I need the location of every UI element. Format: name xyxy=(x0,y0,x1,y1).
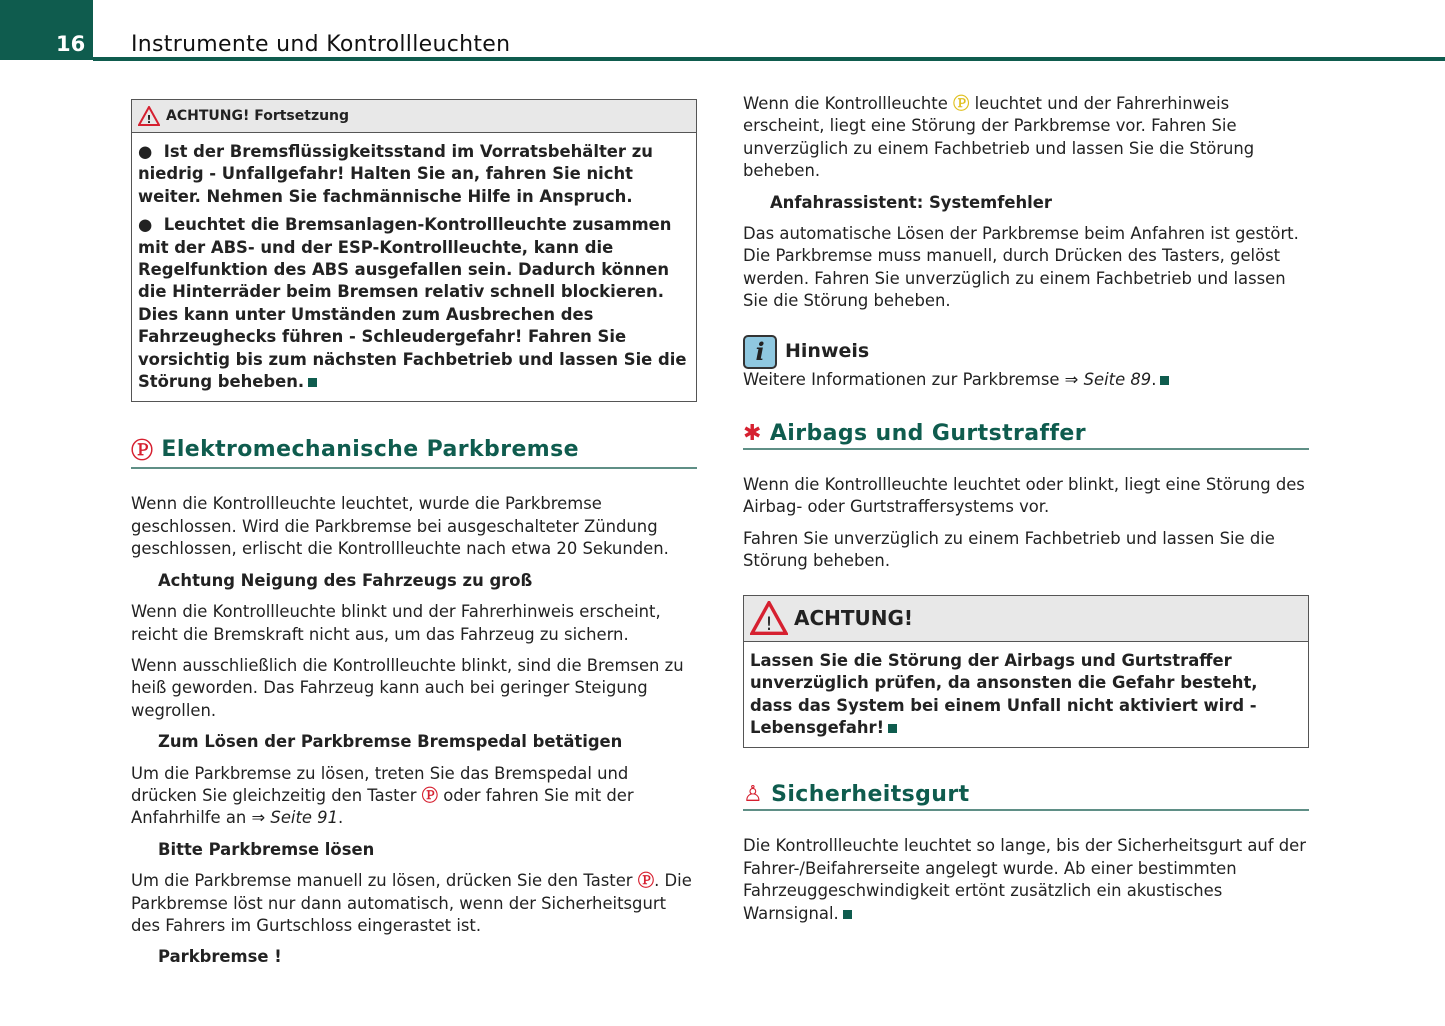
paragraph: Um die Parkbremse manuell zu lösen, drücken Sie den Taster Ⓟ. Die Parkbremse löst nur dann automatisch, wenn der Sicherheitsgurt des Fahrers im Gurtschloss eingerastet ist. xyxy=(131,871,692,935)
subheading: Anfahrassistent: Systemfehler xyxy=(770,192,1052,212)
note-heading: i Hinweis xyxy=(743,335,1309,369)
page-link[interactable]: ⇒ Seite 91 xyxy=(251,808,339,828)
warning-triangle-icon xyxy=(750,601,788,635)
paragraph: Wenn die Kontrollleuchte leuchtet oder blinkt, liegt eine Störung des Airbag- oder Gurtstraffersystems vor. xyxy=(743,475,1305,517)
warning-triangle-icon xyxy=(138,106,160,126)
airbag-icon: ✱ xyxy=(743,421,762,447)
right-column xyxy=(743,93,1309,934)
paragraph: Die Kontrollleuchte leuchtet so lange, bis der Sicherheitsgurt auf der Fahrer-/Beifahrerseite angelegt wurde. Ab einer bestimmten Fahrzeuggeschwindigkeit ertönt zusätzlich ein akustisches Warnsignal. xyxy=(743,836,1306,923)
left-column xyxy=(131,99,697,978)
end-square-icon xyxy=(308,378,317,387)
note-text: Weitere Informationen zur Parkbremse ⇒ Seite 89. xyxy=(743,369,1309,391)
page-title: Instrumente und Kontrollleuchten xyxy=(131,32,511,57)
svg-text:!: ! xyxy=(146,113,152,126)
parking-brake-icon: Ⓟ xyxy=(421,785,439,805)
parking-brake-icon: Ⓟ xyxy=(637,871,655,891)
warning-box xyxy=(743,595,1309,749)
paragraph: Wenn ausschließlich die Kontrollleuchte blinkt, sind die Bremsen zu heiß geworden. Das Fahrzeug kann auch bei geringer Steigung wegrollen. xyxy=(131,655,684,720)
subheading: Achtung Neigung des Fahrzeugs zu groß xyxy=(158,570,533,590)
warning-text: Lassen Sie die Störung der Airbags und Gurtstraffer unverzüglich prüfen, da ansonsten die Gefahr besteht, dass das System bei einem Unfall nicht aktiviert wird - Lebensgefahr! xyxy=(750,650,1258,737)
subheading: Bitte Parkbremse lösen xyxy=(158,839,375,859)
warning-bullet: ● Ist der Bremsflüssigkeitsstand im Vorratsbehälter zu niedrig - Unfallgefahr! Halten Sie an, fahren Sie nicht weiter. Nehmen Sie fachmännische Hilfe in Anspruch. xyxy=(138,142,653,206)
warning-title: ACHTUNG! xyxy=(794,605,914,630)
page-number: 16 xyxy=(56,32,86,56)
header-rule xyxy=(93,57,1445,61)
end-square-icon xyxy=(843,910,852,919)
warning-box xyxy=(131,99,697,402)
end-square-icon xyxy=(888,724,897,733)
warning-header xyxy=(132,100,696,133)
paragraph: Um die Parkbremse zu lösen, treten Sie das Bremspedal und drücken Sie gleichzeitig den Taster Ⓟ oder fahren Sie mit der Anfahrhilfe an ⇒ Seite 91. xyxy=(131,763,634,828)
section-heading-parkbremse: Ⓟ Elektromechanische Parkbremse xyxy=(131,434,697,469)
parking-brake-icon: Ⓟ xyxy=(131,439,154,465)
paragraph: Fahren Sie unverzüglich zu einem Fachbetrieb und lassen Sie die Störung beheben. xyxy=(743,528,1275,571)
warning-title: ACHTUNG! Fortsetzung xyxy=(166,107,350,124)
section-heading-airbags: ✱ Airbags und Gurtstraffer xyxy=(743,421,1309,450)
paragraph: Wenn die Kontrollleuchte blinkt und der Fahrerhinweis erscheint, reicht die Bremskraft nicht aus, um das Fahrzeug zu sichern. xyxy=(131,602,661,644)
warning-header xyxy=(744,596,1308,642)
seatbelt-icon: ♙ xyxy=(743,782,764,808)
info-icon: i xyxy=(743,335,777,369)
page-link[interactable]: ⇒ Seite 89 xyxy=(1064,369,1152,389)
parking-brake-yellow-icon: Ⓟ xyxy=(953,94,970,113)
paragraph: Das automatische Lösen der Parkbremse beim Anfahren ist gestört. Die Parkbremse muss manuell, durch Drücken des Tasters, gelöst werden. Fahren Sie unverzüglich zu einem Fachbetrieb und lassen Sie die Störung beheben. xyxy=(743,224,1299,311)
subheading: Parkbremse ! xyxy=(158,947,282,967)
end-square-icon xyxy=(1160,376,1169,385)
subheading: Zum Lösen der Parkbremse Bremspedal betätigen xyxy=(158,732,623,752)
paragraph: Wenn die Kontrollleuchte Ⓟ leuchtet und der Fahrerhinweis erscheint, liegt eine Störung der Parkbremse vor. Fahren Sie unverzüglich zu einem Fachbetrieb und lassen Sie die Störung beheben. xyxy=(743,94,1255,181)
svg-text:!: ! xyxy=(765,614,773,636)
section-heading-sicherheitsgurt: ♙ Sicherheitsgurt xyxy=(743,782,1309,811)
paragraph: Wenn die Kontrollleuchte leuchtet, wurde die Parkbremse geschlossen. Wird die Parkbremse bei ausgeschalteter Zündung geschlossen, erlischt die Kontrollleuchte nach etwa 20 Sekunden. xyxy=(131,494,669,559)
warning-bullet: ● Leuchtet die Bremsanlagen-Kontrollleuchte zusammen mit der ABS- und der ESP-Kontrollleuchte, kann die Regelfunktion des ABS ausgefallen sein. Dadurch können die Hinterräder beim Bremsen relativ schnell blockieren. Dies kann unter Umständen zum Ausbrechen des Fahrzeughecks führen - Schleudergefahr! Fahren Sie vorsichtig bis zum nächsten Fachbetrieb und lassen Sie die Störung beheben. xyxy=(138,215,687,392)
